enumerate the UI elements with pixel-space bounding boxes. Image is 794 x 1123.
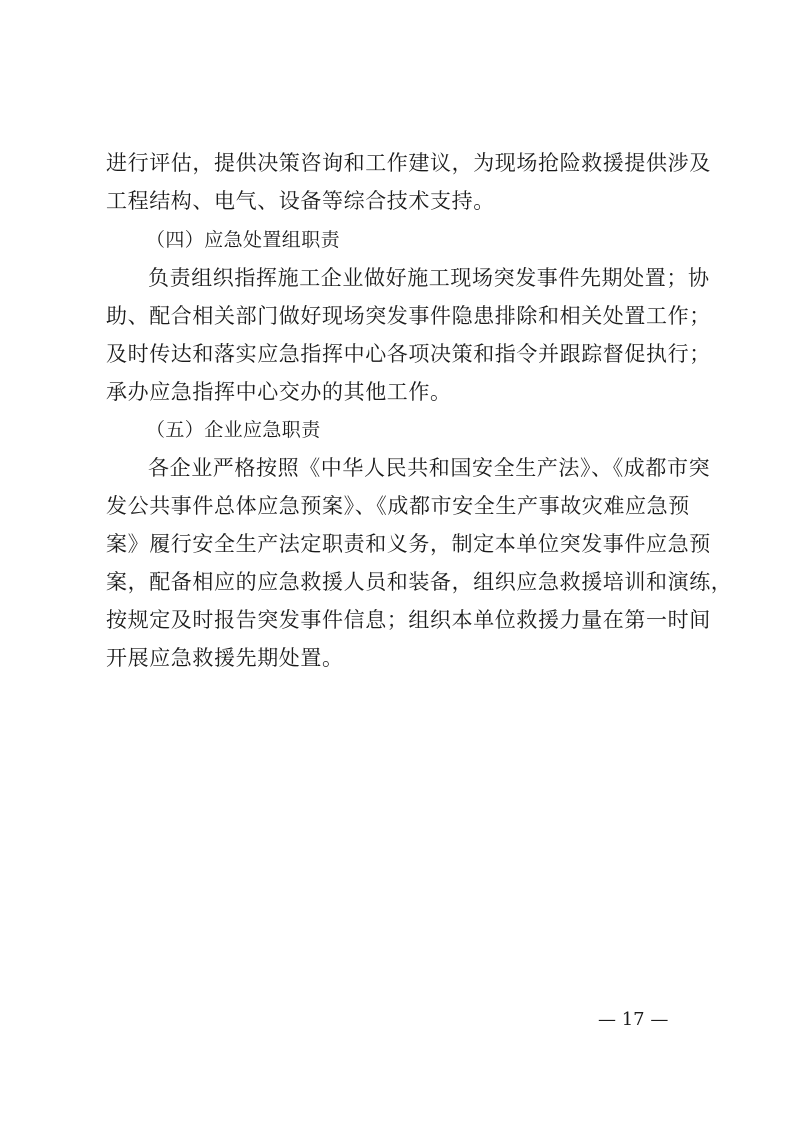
body-text-line: 助、配合相关部门做好现场突发事件隐患排除和相关处置工作；	[106, 304, 711, 328]
section-heading-4: （四）应急处置组职责	[146, 229, 341, 251]
body-text-line: 案》履行安全生产法定职责和义务，制定本单位突发事件应急预	[106, 532, 711, 556]
body-text-line: 各企业严格按照《中华人民共和国安全生产法》、《成都市突	[148, 456, 711, 480]
body-text-line: 开展应急救援先期处置。	[106, 646, 344, 670]
body-text-line: 及时传达和落实应急指挥中心各项决策和指令并跟踪督促执行；	[106, 342, 711, 366]
body-text-line: 工程结构、电气、设备等综合技术支持。	[106, 189, 495, 213]
page-number: — 17 —	[598, 1009, 669, 1030]
body-text-line: 承办应急指挥中心交办的其他工作。	[106, 380, 452, 404]
section-heading-5: （五）企业应急职责	[146, 419, 321, 441]
body-text-line: 负责组织指挥施工企业做好施工现场突发事件先期处置；协	[148, 266, 710, 290]
body-text-line: 按规定及时报告突发事件信息；组织本单位救援力量在第一时间	[106, 608, 711, 632]
body-text-line: 进行评估，提供决策咨询和工作建议，为现场抢险救援提供涉及	[106, 151, 711, 175]
body-text-line: 发公共事件总体应急预案》、《成都市安全生产事故灾难应急预	[106, 494, 690, 518]
body-text-line: 案，配备相应的应急救援人员和装备，组织应急救援培训和演练，	[106, 570, 733, 594]
